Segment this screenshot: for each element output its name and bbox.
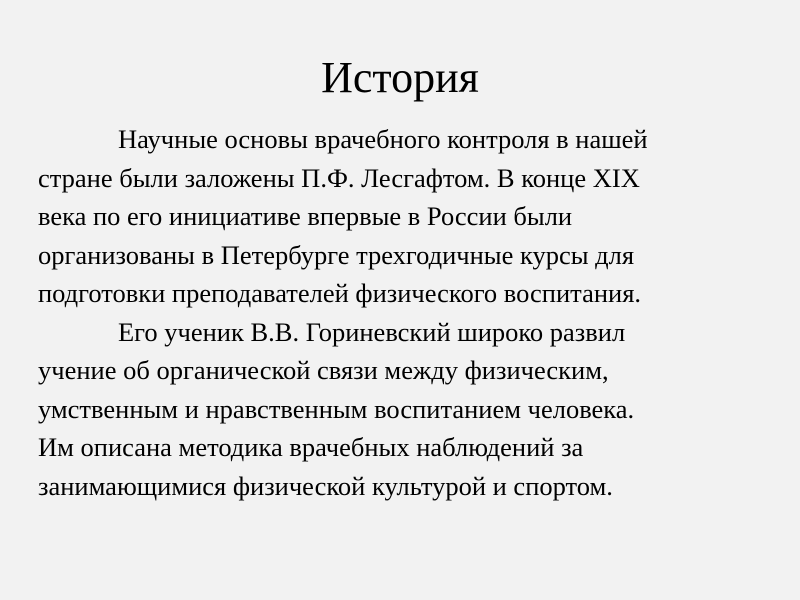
slide-body [38, 120, 758, 505]
paragraph-1-line-3: века по его инициативе впервые в России были [38, 201, 573, 231]
paragraph-2-line-4: Им описана методика врачебных наблюдений за [38, 432, 584, 462]
slide-title: История [321, 53, 479, 102]
paragraph-1-line-1: Научные основы врачебного контроля в нашей [118, 124, 648, 154]
paragraph-2-line-2: учение об органической связи между физическим, [38, 355, 609, 385]
paragraph-1-line-2: стране были заложены П.Ф. Лесгафтом. В конце XIX [38, 162, 640, 193]
paragraph-2-line-3: умственным и нравственным воспитанием человека. [38, 393, 635, 424]
paragraph-2-line-1: Его ученик В.В. Гориневский широко развил [118, 316, 626, 347]
paragraph-2-line-5: занимающимися физической культурой и спортом. [38, 470, 613, 501]
paragraph-1-line-5: подготовки преподавателей физического воспитания. [38, 278, 642, 308]
paragraph-1-line-4: организованы в Петербурге трехгодичные курсы для [38, 239, 635, 270]
